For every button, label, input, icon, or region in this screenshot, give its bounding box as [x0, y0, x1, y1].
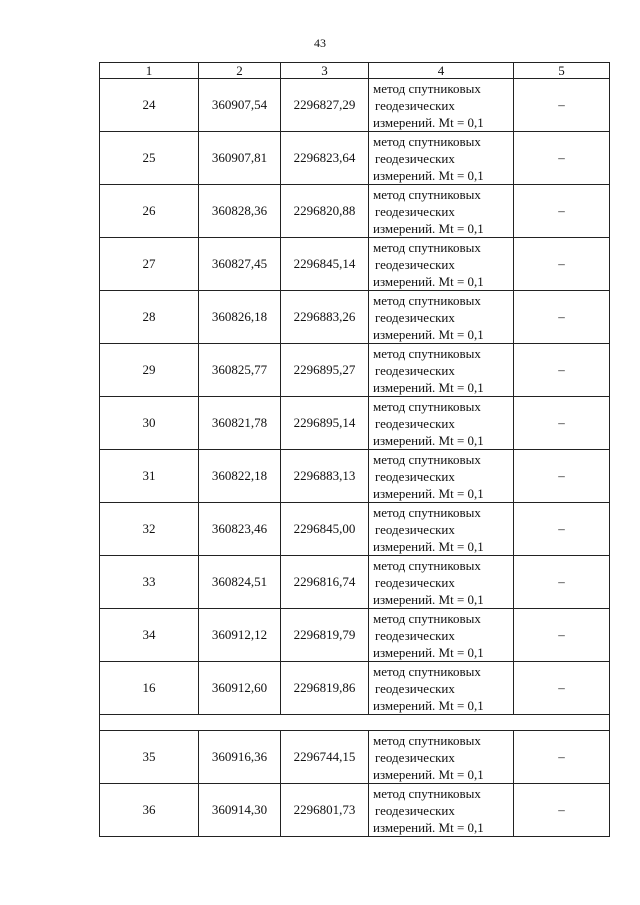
method-line: геодезических: [375, 749, 455, 765]
column-5-cell: –: [514, 238, 610, 291]
method-line: измерений. Mt = 0,1: [373, 432, 484, 448]
point-number-cell: 29: [100, 344, 199, 397]
column-5-cell: –: [514, 79, 610, 132]
column-header: 2: [199, 63, 281, 79]
method-line: геодезических: [375, 627, 455, 643]
method-line: геодезических: [375, 468, 455, 484]
point-number-cell: 32: [100, 503, 199, 556]
column-5-cell: –: [514, 185, 610, 238]
x-coordinate-cell: 360823,46: [199, 503, 281, 556]
method-cell: [369, 238, 514, 291]
method-cell: [369, 609, 514, 662]
point-number-cell: 36: [100, 784, 199, 837]
empty-separator-row: [100, 715, 610, 731]
point-number-cell: 33: [100, 556, 199, 609]
method-line: метод спутниковых: [373, 663, 481, 679]
method-line: геодезических: [375, 362, 455, 378]
x-coordinate-cell: 360826,18: [199, 291, 281, 344]
method-line: геодезических: [375, 521, 455, 537]
method-line: измерений. Mt = 0,1: [373, 591, 484, 607]
table-row: [100, 556, 610, 609]
x-coordinate-cell: 360916,36: [199, 731, 281, 784]
method-line: геодезических: [375, 415, 455, 431]
table-gap: [100, 715, 610, 731]
method-line: измерений. Mt = 0,1: [373, 167, 484, 183]
x-coordinate-cell: 360821,78: [199, 397, 281, 450]
y-coordinate-cell: 2296845,14: [281, 238, 369, 291]
table-row: [100, 609, 610, 662]
method-cell: [369, 185, 514, 238]
method-line: измерений. Mt = 0,1: [373, 538, 484, 554]
method-line: геодезических: [375, 203, 455, 219]
table-row: [100, 132, 610, 185]
column-header: 1: [100, 63, 199, 79]
method-cell: [369, 503, 514, 556]
y-coordinate-cell: 2296883,13: [281, 450, 369, 503]
method-cell: [369, 556, 514, 609]
y-coordinate-cell: 2296820,88: [281, 185, 369, 238]
x-coordinate-cell: 360824,51: [199, 556, 281, 609]
x-coordinate-cell: 360914,30: [199, 784, 281, 837]
method-line: геодезических: [375, 802, 455, 818]
y-coordinate-cell: 2296744,15: [281, 731, 369, 784]
method-line: измерений. Mt = 0,1: [373, 379, 484, 395]
table-row: [100, 344, 610, 397]
method-cell: [369, 731, 514, 784]
x-coordinate-cell: 360907,54: [199, 79, 281, 132]
method-line: измерений. Mt = 0,1: [373, 766, 484, 782]
column-5-cell: –: [514, 609, 610, 662]
column-5-cell: –: [514, 731, 610, 784]
table-header-row: [100, 63, 610, 79]
method-line: измерений. Mt = 0,1: [373, 220, 484, 236]
table-row: [100, 397, 610, 450]
table-row: [100, 662, 610, 715]
table-row: [100, 291, 610, 344]
table-row: [100, 238, 610, 291]
method-cell: [369, 79, 514, 132]
x-coordinate-cell: 360907,81: [199, 132, 281, 185]
x-coordinate-cell: 360912,60: [199, 662, 281, 715]
column-header: 3: [281, 63, 369, 79]
method-line: метод спутниковых: [373, 610, 481, 626]
point-number-cell: 26: [100, 185, 199, 238]
method-line: геодезических: [375, 256, 455, 272]
method-line: метод спутниковых: [373, 557, 481, 573]
method-line: измерений. Mt = 0,1: [373, 114, 484, 130]
method-line: измерений. Mt = 0,1: [373, 485, 484, 501]
method-line: метод спутниковых: [373, 186, 481, 202]
method-cell: [369, 344, 514, 397]
table-row: [100, 79, 610, 132]
table-row: [100, 731, 610, 784]
y-coordinate-cell: 2296827,29: [281, 79, 369, 132]
method-line: метод спутниковых: [373, 398, 481, 414]
point-number-cell: 27: [100, 238, 199, 291]
x-coordinate-cell: 360827,45: [199, 238, 281, 291]
x-coordinate-cell: 360822,18: [199, 450, 281, 503]
method-line: измерений. Mt = 0,1: [373, 819, 484, 835]
x-coordinate-cell: 360828,36: [199, 185, 281, 238]
method-line: метод спутниковых: [373, 345, 481, 361]
column-5-cell: –: [514, 556, 610, 609]
column-5-cell: –: [514, 503, 610, 556]
table-row: [100, 784, 610, 837]
method-line: метод спутниковых: [373, 451, 481, 467]
y-coordinate-cell: 2296845,00: [281, 503, 369, 556]
column-5-cell: –: [514, 344, 610, 397]
method-line: метод спутниковых: [373, 504, 481, 520]
method-line: геодезических: [375, 150, 455, 166]
table-row: [100, 185, 610, 238]
y-coordinate-cell: 2296819,86: [281, 662, 369, 715]
y-coordinate-cell: 2296883,26: [281, 291, 369, 344]
column-5-cell: –: [514, 291, 610, 344]
point-number-cell: 30: [100, 397, 199, 450]
method-cell: [369, 784, 514, 837]
method-line: метод спутниковых: [373, 292, 481, 308]
column-5-cell: –: [514, 662, 610, 715]
column-5-cell: –: [514, 784, 610, 837]
method-line: геодезических: [375, 309, 455, 325]
x-coordinate-cell: 360912,12: [199, 609, 281, 662]
method-line: геодезических: [375, 97, 455, 113]
point-number-cell: 31: [100, 450, 199, 503]
point-number-cell: 35: [100, 731, 199, 784]
method-line: измерений. Mt = 0,1: [373, 644, 484, 660]
method-line: измерений. Mt = 0,1: [373, 697, 484, 713]
table-body-bottom: [100, 731, 610, 837]
empty-cell: [100, 715, 610, 731]
y-coordinate-cell: 2296801,73: [281, 784, 369, 837]
page-number: 43: [314, 36, 326, 50]
method-line: метод спутниковых: [373, 133, 481, 149]
column-5-cell: –: [514, 397, 610, 450]
table-row: [100, 503, 610, 556]
column-5-cell: –: [514, 450, 610, 503]
method-cell: [369, 662, 514, 715]
method-line: геодезических: [375, 680, 455, 696]
column-5-cell: –: [514, 132, 610, 185]
method-line: измерений. Mt = 0,1: [373, 326, 484, 342]
coordinates-table: [99, 62, 610, 837]
table-body-top: [100, 79, 610, 715]
method-line: геодезических: [375, 574, 455, 590]
point-number-cell: 28: [100, 291, 199, 344]
point-number-cell: 25: [100, 132, 199, 185]
method-cell: [369, 291, 514, 344]
method-cell: [369, 450, 514, 503]
method-line: метод спутниковых: [373, 785, 481, 801]
column-header: 4: [369, 63, 514, 79]
y-coordinate-cell: 2296895,14: [281, 397, 369, 450]
table-row: [100, 450, 610, 503]
y-coordinate-cell: 2296819,79: [281, 609, 369, 662]
method-line: метод спутниковых: [373, 239, 481, 255]
method-cell: [369, 397, 514, 450]
y-coordinate-cell: 2296895,27: [281, 344, 369, 397]
method-line: метод спутниковых: [373, 732, 481, 748]
method-line: измерений. Mt = 0,1: [373, 273, 484, 289]
method-line: метод спутниковых: [373, 80, 481, 96]
y-coordinate-cell: 2296816,74: [281, 556, 369, 609]
column-header: 5: [514, 63, 610, 79]
point-number-cell: 16: [100, 662, 199, 715]
method-cell: [369, 132, 514, 185]
x-coordinate-cell: 360825,77: [199, 344, 281, 397]
point-number-cell: 34: [100, 609, 199, 662]
point-number-cell: 24: [100, 79, 199, 132]
y-coordinate-cell: 2296823,64: [281, 132, 369, 185]
